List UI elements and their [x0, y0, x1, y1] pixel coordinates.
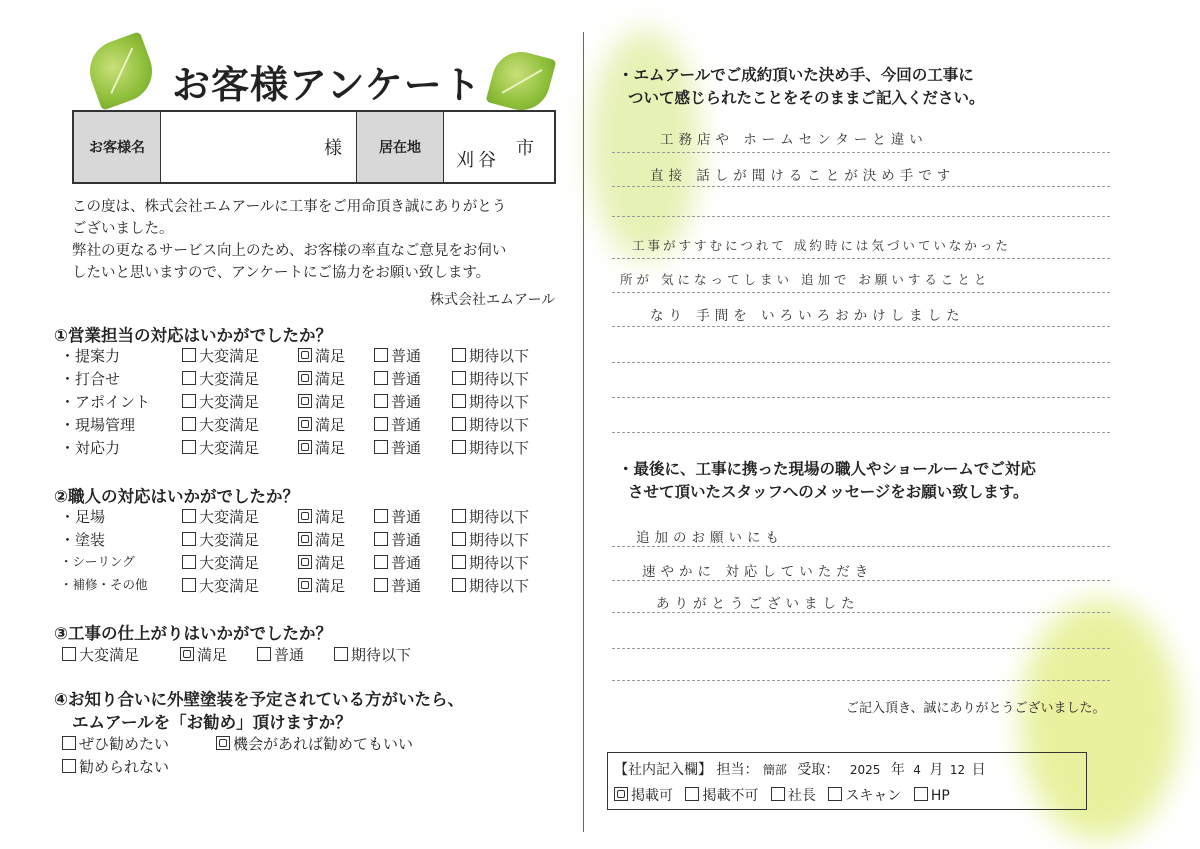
checkbox[interactable] [182, 555, 196, 569]
checkbox-checked[interactable] [298, 348, 312, 362]
checkbox[interactable] [374, 440, 388, 454]
checkbox[interactable] [452, 578, 466, 592]
checkbox[interactable] [182, 371, 196, 385]
option-label: 普通 [391, 508, 422, 526]
answer-line [612, 680, 1110, 681]
day-unit: 日 [971, 762, 986, 778]
option-label: 満足 [315, 531, 346, 549]
q2-option[interactable] [452, 552, 529, 573]
q3-option[interactable]: 期待以下 [334, 644, 411, 665]
q5-answer-line: 工務店や ホームセンターと違い [660, 132, 928, 148]
q2-option[interactable] [182, 552, 259, 573]
checkbox[interactable] [452, 555, 466, 569]
checkbox[interactable] [334, 647, 348, 661]
checkbox[interactable] [182, 578, 196, 592]
checkbox[interactable] [257, 647, 271, 661]
q1-option[interactable] [452, 414, 529, 435]
q2-option[interactable] [374, 506, 421, 527]
q1-heading: ①営業担当の対応はいかがでしたか？ [54, 326, 332, 345]
q4-options-row1 [62, 733, 542, 755]
q2-row-label: ・補修・その他 [60, 577, 148, 592]
q1-option[interactable] [452, 391, 529, 412]
q1-row-label: ・アポイント [60, 393, 151, 411]
checkbox-checked[interactable] [298, 509, 312, 523]
q1-option[interactable] [374, 437, 421, 458]
q1-option[interactable] [182, 391, 259, 412]
name-suffix: 様 [324, 138, 342, 159]
intro-line: したいと思いますので、アンケートにご協力をお願い致します。 [72, 265, 491, 281]
q3-option[interactable]: 大変満足 [62, 644, 139, 665]
q1-option[interactable] [374, 368, 421, 389]
answer-line [612, 152, 1110, 153]
q2-option[interactable] [182, 506, 259, 527]
answer-line [612, 546, 1110, 547]
q2-option[interactable] [374, 575, 421, 596]
q2-option[interactable] [452, 506, 529, 527]
option-label: 満足 [315, 347, 346, 365]
q5-answer-line: 工事がすすむにつれて 成約時には気づいていなかった [632, 238, 1011, 253]
company-name: 株式会社エムアール [430, 292, 556, 308]
q5-question [618, 64, 985, 110]
q1-option[interactable] [182, 368, 259, 389]
month-value: 4 [913, 763, 921, 777]
year-unit: 年 [890, 762, 905, 778]
checkbox[interactable] [62, 759, 76, 773]
option-label: 期待以下 [469, 370, 530, 388]
checkbox[interactable] [914, 787, 928, 801]
q2-option[interactable] [182, 529, 259, 550]
option-label: 大変満足 [199, 554, 260, 572]
checkbox[interactable] [452, 417, 466, 431]
checkbox[interactable] [685, 787, 699, 801]
checkbox-checked[interactable] [180, 647, 194, 661]
leaf-decoration-left [81, 31, 160, 110]
option-label: 普通 [391, 416, 422, 434]
checkbox[interactable] [374, 348, 388, 362]
checkbox[interactable] [182, 394, 196, 408]
q1-row-label: ・現場管理 [60, 416, 136, 434]
option-label: 普通 [391, 439, 422, 457]
q2-option[interactable] [452, 529, 529, 550]
q5-answer-line: なり 手間を いろいろおかけしました [650, 308, 965, 324]
option-label: 期待以下 [469, 531, 530, 549]
option-label: 満足 [315, 439, 346, 457]
option-label: 期待以下 [469, 577, 530, 595]
option-label: 大変満足 [199, 577, 260, 595]
checkbox[interactable] [182, 348, 196, 362]
q2-option[interactable] [374, 529, 421, 550]
option-label: 普通 [391, 577, 422, 595]
q2-row [60, 575, 550, 597]
q4-heading-line1: ④お知り合いに外壁塗装を予定されている方がいたら、 [54, 690, 464, 709]
q6-answer-line: ありがとうございました [656, 596, 860, 612]
q6-answer-line: 速やかに 対応していただき [642, 564, 874, 580]
checkbox[interactable] [374, 555, 388, 569]
checkbox[interactable] [182, 532, 196, 546]
q6-line2: させて頂いたスタッフへのメッセージをお願い致します。 [628, 483, 1029, 501]
checkbox[interactable] [452, 394, 466, 408]
year-value: 2025 [849, 763, 881, 777]
q2-row-label: ・塗装 [60, 531, 106, 549]
office-row1 [614, 759, 986, 779]
answer-line [612, 216, 1110, 217]
q6-line1: ・最後に、工事に携った現場の職人やショールームでご対応 [618, 460, 1036, 478]
q2-row [60, 552, 550, 574]
option-label: 大変満足 [199, 393, 260, 411]
checkbox[interactable] [374, 509, 388, 523]
intro-line: この度は、株式会社エムアールに工事をご用命頂き誠にありがとう [72, 199, 507, 215]
address-label: 居在地 [356, 112, 444, 182]
checkbox[interactable] [452, 348, 466, 362]
q1-option[interactable] [452, 368, 529, 389]
q6-answer-line: 追加のお願いにも [636, 530, 784, 546]
q5-line1: ・エムアールでご成約頂いた決め手、今回の工事に [618, 66, 974, 84]
check-option[interactable]: 掲載不可 [685, 788, 758, 804]
q4-option[interactable]: 勧められない [62, 756, 169, 777]
checkbox[interactable] [374, 394, 388, 408]
q2-option[interactable] [298, 529, 345, 550]
answer-line [612, 612, 1110, 613]
option-label: 満足 [315, 370, 346, 388]
checkbox-checked[interactable] [298, 394, 312, 408]
checkbox-checked[interactable] [298, 532, 312, 546]
option-label: 普通 [391, 554, 422, 572]
tanto-label: 担当： [716, 762, 759, 778]
q1-row-label: ・対応力 [60, 439, 121, 457]
checkbox[interactable] [374, 578, 388, 592]
q1-option[interactable] [374, 391, 421, 412]
q5-answer-line: 直接 話しが聞けることが決め手です [650, 168, 956, 184]
q1-row [60, 345, 550, 367]
name-label: お客様名 [74, 112, 161, 182]
answer-line [612, 186, 1110, 187]
q2-row [60, 529, 550, 551]
q2-option[interactable] [374, 552, 421, 573]
checkbox[interactable] [182, 417, 196, 431]
q2-row-label: ・足場 [60, 508, 106, 526]
option-label: 期待以下 [469, 508, 530, 526]
option-label: 期待以下 [469, 347, 530, 365]
uketori-label: 受取： [797, 762, 840, 778]
leaf-decoration-right [485, 45, 556, 116]
option-label: 満足 [315, 554, 346, 572]
office-use-box [607, 752, 1087, 810]
q1-row-label: ・打合せ [60, 370, 121, 388]
intro-text [72, 196, 582, 284]
answer-line [612, 432, 1110, 433]
office-checks [614, 785, 950, 805]
address-field [446, 112, 550, 182]
intro-line: 弊社の更なるサービス向上のため、お客様の率直なご意見をお伺い [72, 243, 507, 259]
q1-option[interactable] [298, 437, 345, 458]
q1-option[interactable] [182, 437, 259, 458]
q1-option[interactable] [452, 345, 529, 366]
option-label: 大変満足 [199, 416, 260, 434]
q1-row [60, 437, 550, 459]
q1-row [60, 414, 550, 436]
option-label: 普通 [391, 393, 422, 411]
q5-line2: ついて感じられたことをそのままご記入ください。 [628, 89, 985, 107]
answer-line [612, 292, 1110, 293]
q3-option[interactable]: 普通 [257, 644, 304, 665]
answer-line [612, 326, 1110, 327]
tanto-value: 簡部 [762, 763, 787, 777]
day-value: 12 [949, 763, 966, 777]
check-option[interactable]: 掲載可 [614, 788, 673, 804]
q3-option[interactable]: 満足 [180, 644, 227, 665]
check-option[interactable]: 社長 [771, 788, 816, 804]
checkbox[interactable] [182, 440, 196, 454]
q1-option[interactable] [182, 345, 259, 366]
option-label: 大変満足 [199, 531, 260, 549]
option-label: 満足 [315, 416, 346, 434]
q1-row-label: ・提案力 [60, 347, 121, 365]
q4-options-row2 [62, 756, 362, 778]
q2-heading: ②職人の対応はいかがでしたか？ [54, 487, 299, 506]
q1-option[interactable] [452, 437, 529, 458]
q4-option[interactable]: ぜひ勧めたい [62, 733, 169, 754]
check-option[interactable]: スキャン [828, 788, 901, 804]
thanks-text: ご記入頂き、誠にありがとうございました。 [846, 701, 1106, 716]
option-label: 大変満足 [199, 347, 260, 365]
q2-option[interactable] [298, 552, 345, 573]
checkbox-checked[interactable] [298, 371, 312, 385]
q2-option[interactable] [452, 575, 529, 596]
q2-row-label: ・シーリング [60, 554, 135, 569]
option-label: 大変満足 [199, 439, 260, 457]
checkbox-checked[interactable] [298, 555, 312, 569]
q1-option[interactable] [374, 345, 421, 366]
option-label: 普通 [391, 531, 422, 549]
checkbox[interactable] [771, 787, 785, 801]
checkbox-checked[interactable] [614, 787, 628, 801]
option-label: 大変満足 [199, 370, 260, 388]
option-label: 満足 [315, 393, 346, 411]
page-title: お客様アンケート [172, 63, 482, 107]
checkbox[interactable] [62, 736, 76, 750]
option-label: 大変満足 [199, 508, 260, 526]
q1-option[interactable] [298, 391, 345, 412]
office-label: 【社内記入欄】 [614, 762, 712, 778]
checkbox-checked[interactable] [298, 578, 312, 592]
checkbox-checked[interactable] [298, 417, 312, 431]
option-label: 普通 [391, 347, 422, 365]
q2-option[interactable] [182, 575, 259, 596]
checkbox[interactable] [452, 440, 466, 454]
checkbox[interactable] [182, 509, 196, 523]
check-option[interactable]: HP [914, 788, 950, 804]
checkbox-checked[interactable] [298, 440, 312, 454]
checkbox[interactable] [374, 417, 388, 431]
q2-option[interactable] [298, 575, 345, 596]
checkbox[interactable] [452, 532, 466, 546]
q2-option[interactable] [298, 506, 345, 527]
checkbox[interactable] [452, 509, 466, 523]
month-unit: 月 [929, 762, 944, 778]
name-field [162, 112, 352, 182]
q5-answer-line: 所が 気になってしまい 追加で お願いすることと [620, 272, 991, 287]
address-value: 刈谷 [456, 150, 500, 171]
option-label: 満足 [315, 577, 346, 595]
q1-row [60, 391, 550, 413]
customer-info-table [72, 110, 556, 184]
q1-option[interactable] [298, 345, 345, 366]
q3-heading: ③工事の仕上がりはいかがでしたか？ [54, 624, 332, 643]
answer-line [612, 397, 1110, 398]
option-label: 期待以下 [469, 554, 530, 572]
column-divider [583, 32, 584, 832]
address-suffix: 市 [516, 138, 534, 159]
intro-line: ございました。 [72, 221, 174, 237]
q6-question [618, 458, 1036, 504]
q3-options [62, 644, 542, 666]
q1-option[interactable] [298, 368, 345, 389]
option-label: 期待以下 [469, 393, 530, 411]
q1-option[interactable] [374, 414, 421, 435]
q4-option[interactable]: 機会があれば勧めてもいい [216, 733, 413, 754]
answer-line [612, 648, 1110, 649]
checkbox-checked[interactable] [216, 736, 230, 750]
checkbox[interactable] [374, 532, 388, 546]
checkbox[interactable] [828, 787, 842, 801]
option-label: 期待以下 [469, 416, 530, 434]
answer-line [612, 258, 1110, 259]
option-label: 満足 [315, 508, 346, 526]
q4-heading-line2: エムアールを「お勧め」頂けますか？ [72, 713, 352, 732]
option-label: 普通 [391, 370, 422, 388]
q2-row [60, 506, 550, 528]
option-label: 期待以下 [469, 439, 530, 457]
checkbox[interactable] [374, 371, 388, 385]
checkbox[interactable] [452, 371, 466, 385]
checkbox[interactable] [62, 647, 76, 661]
q1-row [60, 368, 550, 390]
answer-line [612, 362, 1110, 363]
q1-option[interactable] [182, 414, 259, 435]
answer-line [612, 580, 1110, 581]
q1-option[interactable] [298, 414, 345, 435]
